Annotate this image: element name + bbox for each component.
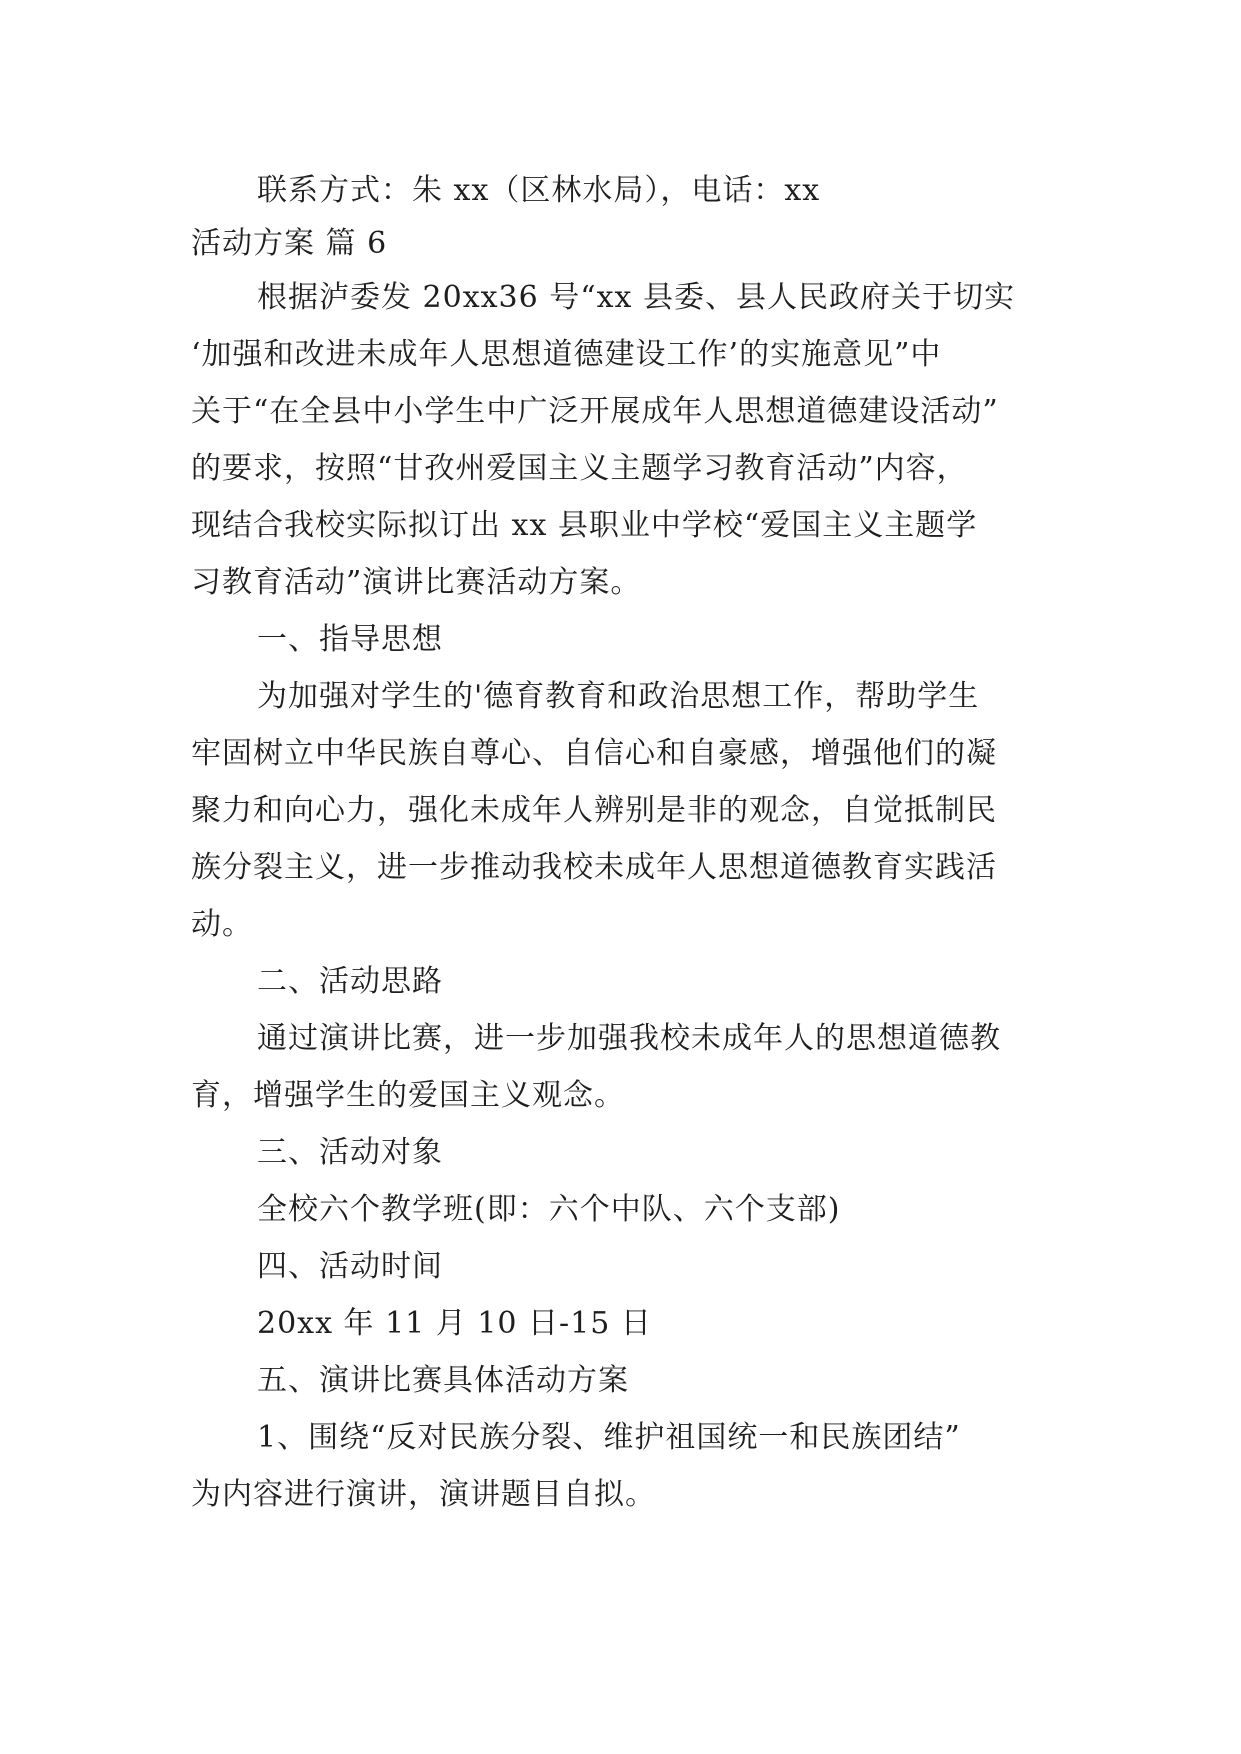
paragraph-line: 全校六个教学班(即：六个中队、六个支部) [257, 1192, 841, 1227]
paragraph-line: 聚力和向心力，强化未成年人辨别是非的观念，自觉抵制民 [191, 793, 997, 828]
paragraph-line: 1、围绕“反对民族分裂、维护祖国统一和民族团结” [257, 1420, 961, 1455]
subheading: 四、活动时间 [257, 1249, 443, 1284]
paragraph-line: 育，增强学生的爱国主义观念。 [191, 1078, 625, 1113]
subheading: 三、活动对象 [257, 1135, 443, 1170]
contact-line: 联系方式：朱 xx（区林水局），电话：xx [257, 173, 821, 208]
subheading: 五、演讲比赛具体活动方案 [257, 1363, 629, 1398]
paragraph-line: 根据泸委发 20xx36 号“xx 县委、县人民政府关于切实 [257, 280, 1015, 315]
paragraph-line: 动。 [191, 907, 253, 942]
paragraph-line: 通过演讲比赛，进一步加强我校未成年人的思想道德教 [257, 1021, 1001, 1056]
paragraph-line: ‘加强和改进未成年人思想道德建设工作’的实施意见”中 [191, 337, 942, 372]
section-heading: 活动方案 篇 6 [191, 226, 388, 261]
paragraph-line: 为加强对学生的'德育教育和政治思想工作，帮助学生 [257, 679, 980, 714]
paragraph-line: 为内容进行演讲，演讲题目自拟。 [191, 1477, 656, 1512]
subheading: 二、活动思路 [257, 964, 443, 999]
paragraph-line: 20xx 年 11 月 10 日-15 日 [257, 1306, 652, 1341]
paragraph-line: 的要求，按照“甘孜州爱国主义主题学习教育活动”内容， [191, 451, 968, 486]
paragraph-line: 族分裂主义，进一步推动我校未成年人思想道德教育实践活 [191, 850, 997, 885]
paragraph-line: 习教育活动”演讲比赛活动方案。 [191, 565, 642, 600]
document-body [191, 162, 1061, 1523]
paragraph-line: 现结合我校实际拟订出 xx 县职业中学校“爱国主义主题学 [191, 508, 978, 543]
subheading: 一、指导思想 [257, 622, 443, 657]
paragraph-line: 关于“在全县中小学生中广泛开展成年人思想道德建设活动” [191, 394, 999, 429]
paragraph-line: 牢固树立中华民族自尊心、自信心和自豪感，增强他们的凝 [191, 736, 997, 771]
